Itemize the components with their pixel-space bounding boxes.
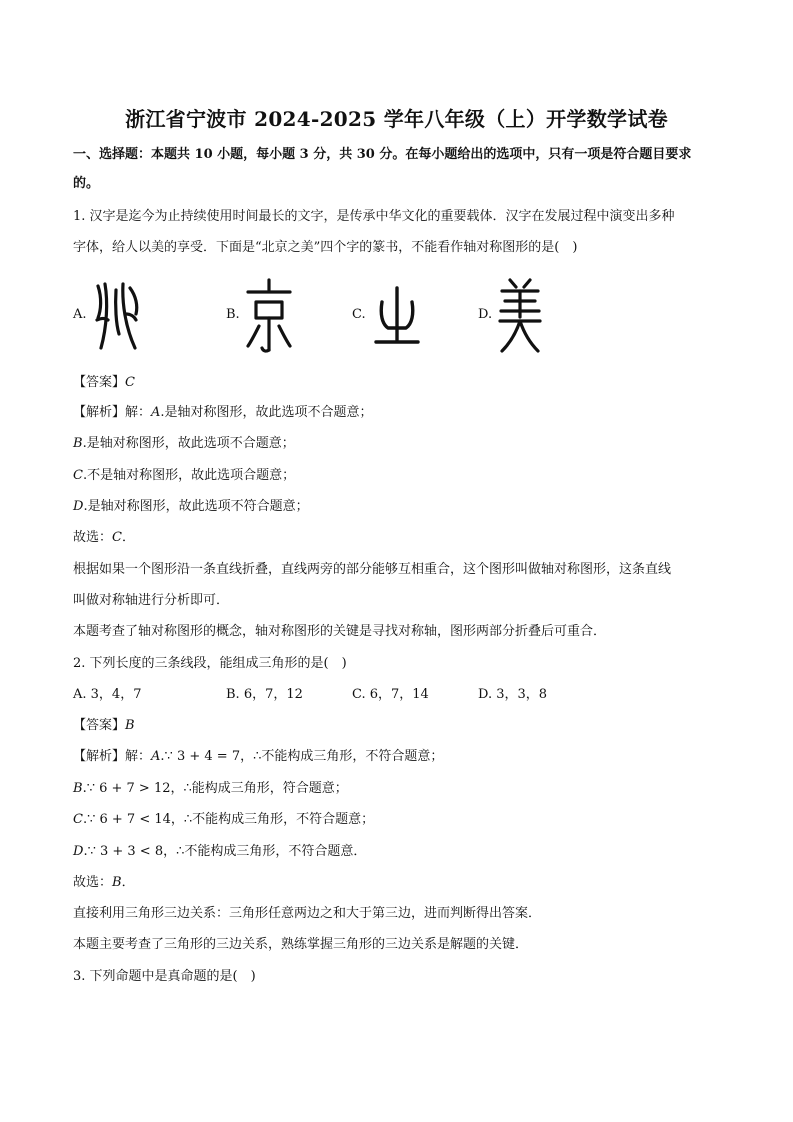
q1-analysis-line-a: 【解析】解：A.是轴对称图形，故此选项不合题意； (73, 405, 373, 420)
q1-method-line2: 叫做对称轴进行分析即可． (73, 593, 230, 608)
q2-option-d: D. 3，3，8 (478, 687, 548, 702)
q2-analysis-line-c: C.∵ 6 + 7 < 14，∴不能构成三角形，不符合题意； (73, 812, 375, 827)
q1-choose-line: 故选：C． (73, 530, 135, 545)
page-title: 浙江省宁波市 2024-2025 学年八年级（上）开学数学试卷 (125, 107, 668, 131)
answer-tag: 【答案】 (73, 375, 126, 390)
q1-option-d-label: D. (478, 307, 493, 322)
section-heading-line1: 一、选择题：本题共 10 小题，每小题 3 分，共 30 分。在每小题给出的选项中，只有一项是符合题目要求 (73, 147, 692, 162)
q2-answer-value: B (125, 718, 135, 733)
q1-analysis-line-d: D.是轴对称图形，故此选项不符合题意； (73, 499, 309, 514)
q2-option-c: C. 6，7，14 (352, 687, 429, 702)
q2-method: 直接利用三角形三边关系：三角形任意两边之和大于第三边，进而判断得出答案． (73, 906, 542, 921)
seal-script-bei-icon (92, 280, 144, 354)
q2-answer-line (73, 716, 723, 736)
q2-analysis-line-b: B.∵ 6 + 7 > 12，∴能构成三角形，符合题意； (73, 781, 348, 796)
q1-stem-line2: 字体，给人以美的享受．下面是“北京之美”四个字的篆书，不能看作轴对称图形的是( ) (73, 240, 578, 255)
answer-tag: 【答案】 (73, 718, 126, 733)
seal-script-mei-icon (496, 277, 544, 355)
q2-option-b: B. 6，7，12 (226, 687, 303, 702)
q1-analysis-line-b: B.是轴对称图形，故此选项不合题意； (73, 436, 295, 451)
q2-stem: 2. 下列长度的三条线段，能组成三角形的是( ) (73, 656, 347, 671)
q1-option-c-label: C. (352, 307, 366, 322)
q1-stem-line1: 1. 汉字是迄今为止持续使用时间最长的文字，是传承中华文化的重要载体．汉字在发展过程中演变出多种 (73, 209, 675, 224)
q1-analysis-line-c: C.不是轴对称图形，故此选项合题意； (73, 468, 296, 483)
section-heading-line2: 的。 (73, 176, 100, 191)
q1-summary: 本题考查了轴对称图形的概念，轴对称图形的关键是寻找对称轴，图形两部分折叠后可重合． (73, 624, 607, 639)
q2-summary: 本题主要考查了三角形的三边关系，熟练掌握三角形的三边关系是解题的关键． (73, 937, 529, 952)
q2-choose-line: 故选：B． (73, 875, 135, 890)
q1-answer-line (73, 373, 723, 393)
seal-script-jing-icon (244, 278, 294, 354)
analysis-tag: 【解析】 (73, 749, 126, 764)
q1-option-b-label: B. (226, 307, 240, 322)
seal-script-zhi-icon (372, 284, 422, 350)
q1-method-line1: 根据如果一个图形沿一条直线折叠，直线两旁的部分能够互相重合，这个图形叫做轴对称图形，这条直线 (73, 562, 672, 577)
q1-answer-value: C (125, 375, 135, 390)
q2-option-a: A. 3，4，7 (73, 687, 142, 702)
q2-analysis-line-d: D.∵ 3 + 3 < 8，∴不能构成三角形，不符合题意． (73, 844, 367, 859)
q2-analysis-line-a: 【解析】解：A.∵ 3 + 4 = 7，∴不能构成三角形，不符合题意； (73, 749, 444, 764)
analysis-tag: 【解析】 (73, 405, 126, 420)
q1-option-a-label: A. (73, 307, 87, 322)
q3-stem: 3. 下列命题中是真命题的是( ) (73, 969, 256, 984)
